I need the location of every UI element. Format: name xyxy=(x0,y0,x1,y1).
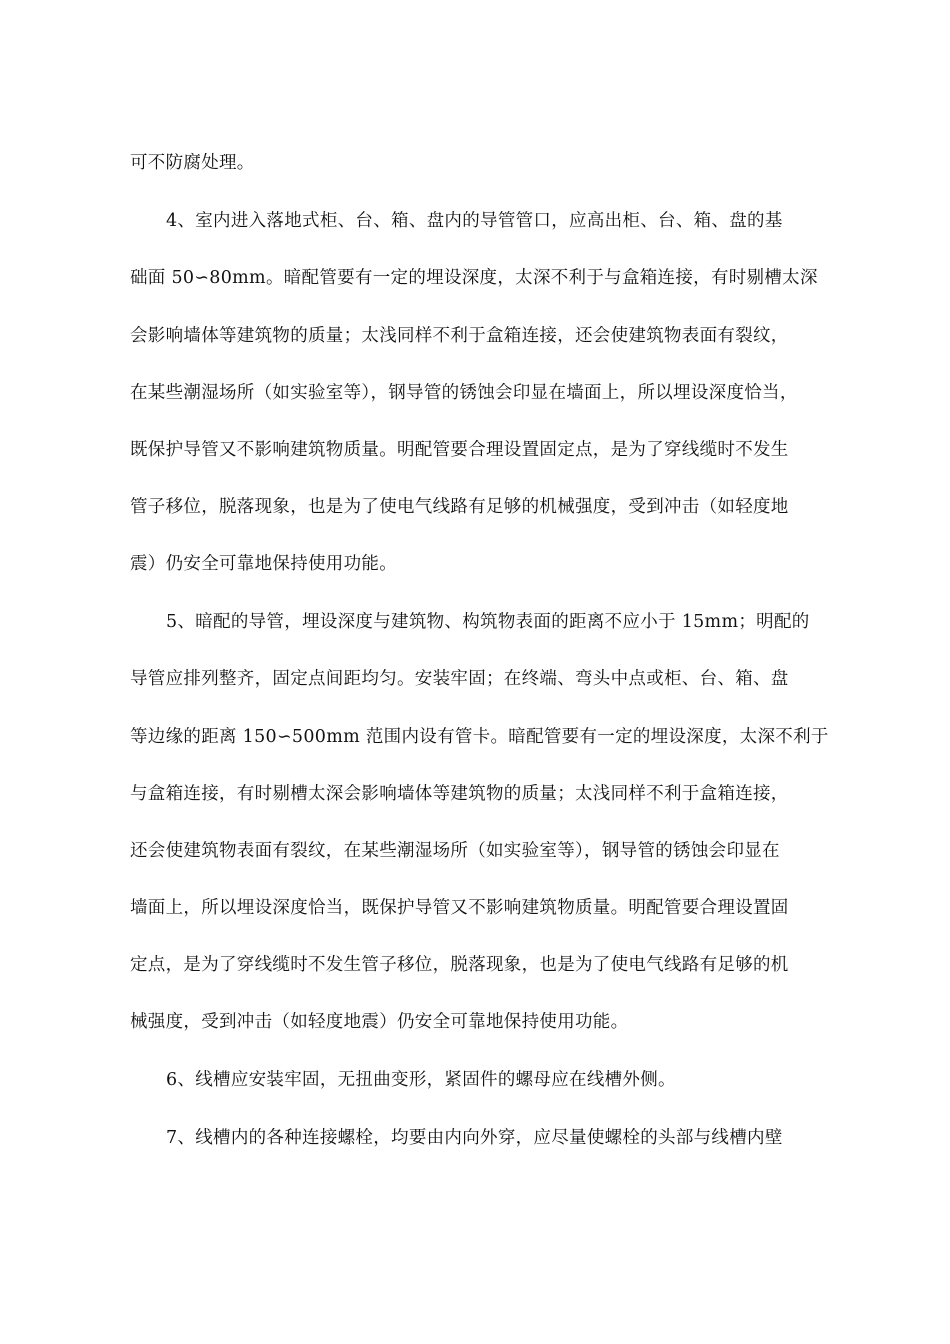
paragraph-6-line: 6、线槽应安装牢固，无扭曲变形，紧固件的螺母应在线槽外侧。 xyxy=(166,1070,676,1090)
text-line: 既保护导管又不影响建筑物质量。明配管要合理设置固定点，是为了穿线缆时不发生 xyxy=(130,440,789,460)
text-line: 可不防腐处理。 xyxy=(130,153,255,173)
paragraph-7-first-line: 7、线槽内的各种连接螺栓，均要由内向外穿，应尽量使螺栓的头部与线槽内壁 xyxy=(166,1128,783,1148)
text-line: 在某些潮湿场所（如实验室等），钢导管的锈蚀会印显在墙面上，所以埋设深度恰当， xyxy=(130,383,798,403)
text-line: 震）仍安全可靠地保持使用功能。 xyxy=(130,554,397,574)
text-line: 会影响墙体等建筑物的质量；太浅同样不利于盒箱连接，还会使建筑物表面有裂纹， xyxy=(130,326,789,346)
text-line: 墙面上，所以埋设深度恰当，既保护导管又不影响建筑物质量。明配管要合理设置固 xyxy=(130,898,789,918)
text-line: 管子移位，脱落现象，也是为了使电气线路有足够的机械强度，受到冲击（如轻度地 xyxy=(130,497,789,517)
text-line: 等边缘的距离 150∽500mm 范围内设有管卡。暗配管要有一定的埋设深度，太深不利于 xyxy=(130,727,829,747)
paragraph-5-first-line: 5、暗配的导管，埋设深度与建筑物、构筑物表面的距离不应小于 15mm；明配的 xyxy=(166,612,810,632)
text-line: 还会使建筑物表面有裂纹，在某些潮湿场所（如实验室等），钢导管的锈蚀会印显在 xyxy=(130,841,780,861)
text-line: 定点，是为了穿线缆时不发生管子移位，脱落现象，也是为了使电气线路有足够的机 xyxy=(130,955,789,975)
text-line: 础面 50∽80mm。暗配管要有一定的埋设深度，太深不利于与盒箱连接，有时剔槽太深 xyxy=(130,268,818,288)
text-line: 械强度，受到冲击（如轻度地震）仍安全可靠地保持使用功能。 xyxy=(130,1012,629,1032)
paragraph-4-first-line: 4、室内进入落地式柜、台、箱、盘内的导管管口，应高出柜、台、箱、盘的基 xyxy=(166,211,783,231)
text-line: 导管应排列整齐，固定点间距均匀。安装牢固；在终端、弯头中点或柜、台、箱、盘 xyxy=(130,669,789,689)
text-line: 与盒箱连接，有时剔槽太深会影响墙体等建筑物的质量；太浅同样不利于盒箱连接， xyxy=(130,784,789,804)
